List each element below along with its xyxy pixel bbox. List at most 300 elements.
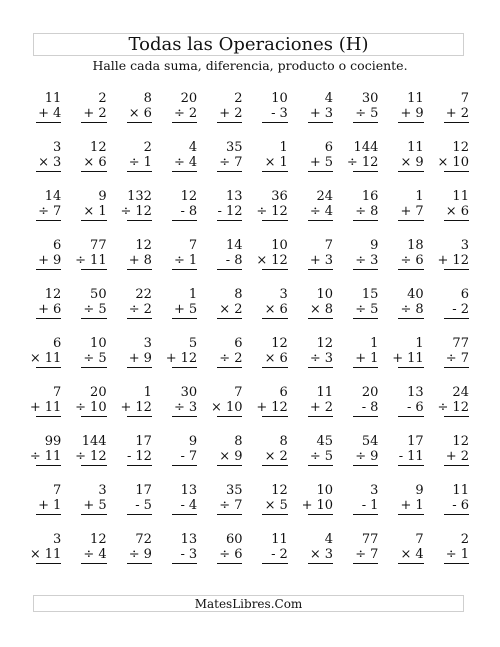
answer-line [262, 318, 287, 319]
operand-line [205, 351, 242, 366]
problem-row [24, 238, 477, 287]
operand-line [341, 302, 378, 317]
answer-line [36, 367, 61, 368]
answer-line [172, 563, 197, 564]
operator-symbol: × [256, 253, 268, 268]
math-problem [296, 189, 341, 238]
math-problem [69, 91, 114, 140]
operator-symbol: ÷ [445, 351, 457, 366]
answer-line [127, 122, 152, 123]
answer-line [36, 269, 61, 270]
operand-top: 24 [452, 385, 469, 400]
operator-symbol: - [452, 302, 457, 317]
math-problem [250, 336, 295, 385]
answer-line [81, 416, 106, 417]
operand-line [296, 400, 333, 415]
operand-bottom: 9 [415, 155, 424, 170]
answer-line [81, 514, 106, 515]
math-problem [250, 483, 295, 532]
operator-symbol: + [29, 400, 41, 415]
operator-symbol: + [83, 106, 95, 121]
math-problem [115, 385, 160, 434]
math-problem [69, 238, 114, 287]
operator-symbol: ÷ [309, 449, 321, 464]
operand-line [386, 155, 423, 170]
operand-line [160, 253, 197, 268]
operator-symbol: ÷ [309, 351, 321, 366]
math-problem [160, 238, 205, 287]
operator-symbol: × [38, 155, 50, 170]
operand-top: 30 [180, 385, 198, 400]
operand-top: 10 [316, 483, 334, 498]
math-problem [386, 385, 431, 434]
operand-top: 3 [460, 238, 469, 253]
answer-line [353, 220, 378, 221]
operator-symbol: - [126, 449, 132, 464]
operand-line [341, 498, 378, 513]
math-problem [115, 287, 160, 336]
operand-top: 22 [135, 287, 152, 302]
operand-top: 13 [225, 189, 243, 204]
math-problem [432, 91, 477, 140]
operand-bottom: 2 [460, 302, 469, 317]
operand-bottom: 11 [44, 449, 62, 464]
answer-line [36, 171, 61, 172]
operator-symbol: ÷ [355, 302, 367, 317]
operator-symbol: + [400, 204, 412, 219]
math-problem [432, 385, 477, 434]
operand-line [296, 302, 333, 317]
problem-row [24, 91, 477, 140]
math-problem [341, 91, 386, 140]
operand-line [69, 302, 106, 317]
answer-line [398, 514, 423, 515]
operand-bottom: 8 [324, 302, 334, 317]
operand-bottom: 6 [415, 400, 424, 415]
operand-line [115, 351, 152, 366]
math-problem [69, 532, 114, 581]
operator-symbol: × [264, 351, 276, 366]
operator-symbol: × [400, 155, 412, 170]
operator-symbol: × [445, 204, 457, 219]
answer-line [172, 318, 197, 319]
operator-symbol: + [392, 351, 404, 366]
operand-bottom: 3 [324, 547, 334, 562]
operand-bottom: 10 [452, 155, 469, 170]
answer-line [262, 171, 287, 172]
operand-top: 7 [53, 483, 62, 498]
math-problem [250, 91, 295, 140]
answer-line [353, 269, 378, 270]
operand-top: 50 [90, 287, 107, 302]
operand-bottom: 4 [415, 547, 424, 562]
operand-top: 11 [44, 91, 62, 106]
operand-bottom: 4 [188, 498, 198, 513]
operand-top: 35 [225, 483, 243, 498]
operand-line [250, 400, 287, 415]
operand-top: 9 [98, 189, 107, 204]
math-problem [205, 483, 250, 532]
operand-bottom: 11 [44, 351, 62, 366]
answer-line [308, 318, 333, 319]
math-problem [160, 532, 205, 581]
answer-line [308, 122, 333, 123]
operand-top: 12 [452, 140, 469, 155]
math-problem [386, 189, 431, 238]
operator-symbol: + [445, 449, 457, 464]
math-problem [386, 238, 431, 287]
operator-symbol: - [361, 400, 367, 415]
operand-bottom: 12 [271, 400, 288, 415]
operand-line [296, 547, 333, 562]
answer-line [217, 171, 242, 172]
operand-bottom: 1 [460, 547, 469, 562]
operator-symbol: + [355, 351, 367, 366]
math-problem [24, 238, 69, 287]
operand-top: 10 [271, 91, 288, 106]
math-problem [205, 189, 250, 238]
operand-bottom: 12 [135, 449, 152, 464]
operator-symbol: + [445, 106, 457, 121]
operand-bottom: 3 [324, 253, 334, 268]
operator-symbol: ÷ [309, 204, 321, 219]
operand-line [69, 400, 106, 415]
operand-line [341, 449, 378, 464]
operand-bottom: 7 [370, 547, 379, 562]
problem-row [24, 385, 477, 434]
operand-bottom: 9 [53, 253, 62, 268]
operand-top: 12 [135, 238, 152, 253]
math-problem [115, 238, 160, 287]
operand-bottom: 1 [188, 253, 198, 268]
operator-symbol: ÷ [174, 253, 185, 268]
operand-bottom: 6 [143, 106, 152, 121]
operand-top: 77 [90, 238, 107, 253]
operand-top: 11 [271, 532, 288, 547]
operand-top: 5 [188, 336, 198, 351]
answer-line [172, 171, 197, 172]
operand-bottom: 8 [370, 400, 379, 415]
operator-symbol: × [219, 302, 231, 317]
operator-symbol: - [398, 449, 404, 464]
answer-line [81, 465, 106, 466]
answer-line [127, 171, 152, 172]
operand-bottom: 4 [188, 155, 198, 170]
operand-line [160, 449, 197, 464]
answer-line [444, 122, 469, 123]
answer-line [36, 514, 61, 515]
operand-line [341, 253, 378, 268]
operand-top: 14 [225, 238, 243, 253]
operand-bottom: 2 [143, 302, 152, 317]
operand-line [69, 155, 106, 170]
answer-line [262, 367, 287, 368]
math-problem [160, 336, 205, 385]
operand-line [432, 400, 469, 415]
math-problem [296, 532, 341, 581]
operand-line [205, 106, 242, 121]
operand-top: 4 [324, 91, 334, 106]
operator-symbol: - [361, 498, 367, 513]
problem-row [24, 189, 477, 238]
answer-line [217, 514, 242, 515]
operand-line [341, 351, 378, 366]
operator-symbol: + [301, 498, 313, 513]
math-problem [160, 434, 205, 483]
operand-top: 14 [44, 189, 62, 204]
answer-line [398, 122, 423, 123]
operand-bottom: 2 [460, 106, 469, 121]
operator-symbol: ÷ [355, 253, 367, 268]
operand-line [250, 204, 287, 219]
answer-line [127, 563, 152, 564]
operand-top: 144 [353, 140, 379, 155]
operand-top: 3 [53, 140, 62, 155]
operand-top: 6 [460, 287, 469, 302]
operand-bottom: 5 [188, 302, 198, 317]
operator-symbol: ÷ [355, 106, 367, 121]
operand-bottom: 12 [90, 449, 107, 464]
operand-bottom: 5 [98, 351, 107, 366]
operand-line [386, 106, 423, 121]
operand-line [386, 547, 423, 562]
operand-top: 8 [234, 434, 243, 449]
answer-line [353, 563, 378, 564]
operand-bottom: 2 [279, 547, 288, 562]
math-problem [250, 238, 295, 287]
answer-line [81, 171, 106, 172]
operand-bottom: 8 [188, 204, 198, 219]
operand-top: 13 [407, 385, 424, 400]
math-problem [69, 140, 114, 189]
operand-bottom: 6 [460, 498, 469, 513]
operand-top: 12 [271, 483, 288, 498]
math-problem [432, 140, 477, 189]
operator-symbol: ÷ [83, 547, 95, 562]
answer-line [217, 563, 242, 564]
answer-line [36, 122, 61, 123]
operand-top: 8 [234, 287, 243, 302]
math-problem [250, 434, 295, 483]
problem-grid [24, 91, 477, 581]
answer-line [444, 269, 469, 270]
answer-line [353, 514, 378, 515]
operand-bottom: 3 [279, 106, 288, 121]
problem-row [24, 140, 477, 189]
operand-top: 20 [90, 385, 107, 400]
operand-bottom: 1 [53, 498, 62, 513]
operand-bottom: 3 [188, 547, 198, 562]
operator-symbol: ÷ [219, 351, 231, 366]
operand-bottom: 12 [452, 253, 469, 268]
answer-line [217, 220, 242, 221]
operand-top: 20 [361, 385, 379, 400]
answer-line [444, 465, 469, 466]
operand-top: 4 [324, 532, 334, 547]
operand-top: 10 [271, 238, 288, 253]
operand-line [250, 498, 287, 513]
operator-symbol: + [309, 253, 321, 268]
operand-top: 2 [143, 140, 152, 155]
operand-line [386, 302, 423, 317]
answer-line [444, 514, 469, 515]
operand-top: 99 [44, 434, 62, 449]
math-problem [24, 532, 69, 581]
operand-top: 144 [81, 434, 107, 449]
operator-symbol: ÷ [400, 253, 412, 268]
operand-top: 12 [271, 336, 288, 351]
operand-top: 11 [407, 91, 424, 106]
answer-line [217, 367, 242, 368]
operand-top: 7 [234, 385, 243, 400]
answer-line [127, 514, 152, 515]
operand-bottom: 7 [234, 155, 243, 170]
operator-symbol: ÷ [437, 400, 449, 415]
answer-line [262, 122, 287, 123]
operand-top: 11 [452, 483, 469, 498]
math-problem [250, 140, 295, 189]
operand-bottom: 4 [324, 204, 334, 219]
operator-symbol: ÷ [83, 351, 95, 366]
answer-line [172, 514, 197, 515]
math-problem [160, 91, 205, 140]
answer-line [36, 220, 61, 221]
operand-line [296, 449, 333, 464]
operator-symbol: + [309, 155, 321, 170]
operand-line [296, 155, 333, 170]
answer-line [172, 220, 197, 221]
answer-line [172, 367, 197, 368]
operand-bottom: 2 [324, 400, 334, 415]
math-problem [386, 287, 431, 336]
operand-bottom: 5 [143, 498, 152, 513]
operand-bottom: 3 [324, 351, 334, 366]
answer-line [81, 563, 106, 564]
operand-top: 3 [143, 336, 152, 351]
answer-line [308, 465, 333, 466]
operand-top: 36 [271, 189, 288, 204]
footer-site: MatesLibres.Com [194, 596, 303, 611]
operand-line [250, 449, 287, 464]
operand-line [296, 498, 333, 513]
problem-row [24, 434, 477, 483]
math-problem [341, 189, 386, 238]
operand-bottom: 2 [234, 106, 243, 121]
answer-line [36, 563, 61, 564]
operator-symbol: ÷ [174, 106, 185, 121]
answer-line [444, 171, 469, 172]
answer-line [127, 220, 152, 221]
math-problem [296, 336, 341, 385]
math-problem [250, 189, 295, 238]
operand-bottom: 5 [98, 302, 107, 317]
answer-line [172, 122, 197, 123]
operand-line [432, 302, 469, 317]
operand-bottom: 7 [234, 498, 243, 513]
operand-line [205, 204, 242, 219]
operand-bottom: 8 [234, 253, 243, 268]
operand-top: 7 [188, 238, 198, 253]
operand-line [341, 204, 378, 219]
operand-line [160, 155, 197, 170]
operator-symbol: × [309, 547, 321, 562]
operand-bottom: 5 [324, 449, 334, 464]
operand-line [296, 253, 333, 268]
operand-line [69, 253, 106, 268]
operator-symbol: - [271, 547, 276, 562]
operator-symbol: - [406, 400, 412, 415]
answer-line [172, 416, 197, 417]
math-problem [205, 91, 250, 140]
answer-line [308, 563, 333, 564]
math-problem [205, 434, 250, 483]
operand-line [432, 204, 469, 219]
operand-bottom: 12 [271, 253, 288, 268]
operand-top: 17 [135, 434, 152, 449]
operator-symbol: × [400, 547, 412, 562]
operand-line [69, 547, 106, 562]
operand-line [296, 204, 333, 219]
answer-line [127, 367, 152, 368]
operator-symbol: + [38, 302, 50, 317]
operand-top: 15 [361, 287, 379, 302]
operand-line [115, 547, 152, 562]
operand-top: 11 [316, 385, 334, 400]
operator-symbol: ÷ [75, 400, 87, 415]
operator-symbol: + [128, 253, 140, 268]
operand-line [24, 204, 61, 219]
operator-symbol: + [38, 253, 50, 268]
operand-line [386, 253, 423, 268]
math-problem [115, 336, 160, 385]
math-problem [160, 189, 205, 238]
math-problem [386, 91, 431, 140]
operand-line [205, 155, 242, 170]
operand-top: 9 [188, 434, 198, 449]
operand-line [205, 449, 242, 464]
operand-top: 132 [127, 189, 152, 204]
operand-line [432, 351, 469, 366]
operand-line [250, 155, 287, 170]
operand-top: 20 [180, 91, 198, 106]
operand-line [24, 302, 61, 317]
operand-top: 13 [180, 483, 198, 498]
operator-symbol: × [264, 449, 276, 464]
math-problem [386, 532, 431, 581]
operand-line [250, 547, 287, 562]
operand-line [160, 351, 197, 366]
operand-top: 12 [452, 434, 469, 449]
operand-bottom: 1 [143, 155, 152, 170]
answer-line [217, 122, 242, 123]
operator-symbol: × [29, 547, 41, 562]
answer-line [444, 416, 469, 417]
operator-symbol: ÷ [445, 547, 457, 562]
operator-symbol: ÷ [75, 253, 87, 268]
answer-line [172, 465, 197, 466]
operator-symbol: + [83, 498, 95, 513]
operand-top: 30 [361, 91, 379, 106]
operand-line [432, 155, 469, 170]
math-problem [205, 532, 250, 581]
math-problem [205, 140, 250, 189]
answer-line [127, 269, 152, 270]
operand-bottom: 12 [135, 400, 152, 415]
math-problem [432, 238, 477, 287]
operand-line [24, 253, 61, 268]
answer-line [81, 122, 106, 123]
operand-bottom: 6 [415, 253, 424, 268]
